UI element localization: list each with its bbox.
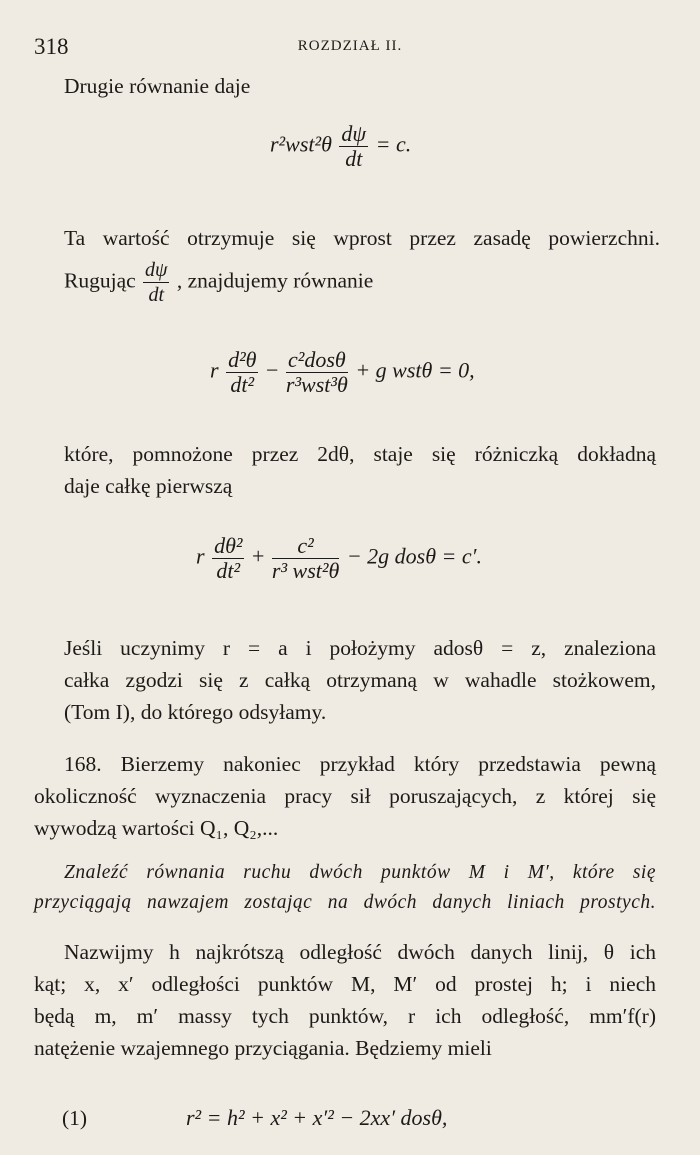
equation-term: − 2g dosθ = c′. <box>346 543 482 569</box>
fraction-numerator: c² <box>272 534 339 559</box>
fraction <box>143 258 169 307</box>
equation-number: (1) <box>62 1106 88 1130</box>
paragraph-text: natężenie wzajemnego przyciągania. Będziemy mieli <box>34 1036 492 1060</box>
fraction-denominator: dt <box>148 284 165 306</box>
paragraph-text: Drugie równanie daje <box>64 74 251 98</box>
paragraph-definitions <box>34 936 656 1064</box>
paragraph-conical-pendulum <box>64 632 656 728</box>
equation-2 <box>210 348 475 397</box>
running-head: ROZDZIAŁ II. <box>297 38 403 54</box>
paragraph-text: Ta wartość otrzymuje się wprost przez zasadę powierzchni. <box>64 226 660 250</box>
fraction-denominator: dt² <box>216 558 241 583</box>
page-header <box>34 34 666 58</box>
fraction-numerator: dψ <box>145 259 168 281</box>
paragraph-text: daje całkę pierwszą <box>64 474 233 498</box>
equation-1 <box>270 122 411 171</box>
paragraph-text: Jeśli uczynimy r = a i położymy adosθ = z, znaleziona <box>64 636 656 660</box>
equation-4 <box>186 1102 447 1134</box>
paragraph-text: okoliczność wyznaczenia pracy sił poruszających, z której się <box>34 784 656 808</box>
fraction <box>226 348 258 397</box>
equation-term: = c. <box>375 131 412 157</box>
paragraph-section-168 <box>34 748 656 844</box>
fraction-numerator: dθ² <box>214 533 243 558</box>
fraction <box>272 534 339 583</box>
paragraph-eliminating <box>64 258 656 307</box>
paragraph-text: całka zgodzi się z całką otrzymaną w wahadle stożkowem, <box>64 668 656 692</box>
paragraph-text: przyciągają nawzajem zostając na dwóch danych liniach prostych. <box>34 892 656 913</box>
fraction-denominator: r³wst³θ <box>285 372 348 397</box>
equation-term: − <box>265 357 279 383</box>
equation-3 <box>196 534 482 583</box>
paragraph-text: 168. Bierzemy nakoniec przykład który przedstawia pewną <box>64 752 656 776</box>
fraction-numerator: dψ <box>341 121 367 146</box>
page-number: 318 <box>34 34 69 59</box>
fraction-denominator: dt <box>345 146 363 171</box>
equation-term: r² = h² + x² + x′² − 2xx′ dosθ, <box>186 1105 448 1130</box>
paragraph-text: , znajdujemy równanie <box>176 268 374 293</box>
paragraph-text: które, pomnożone przez 2dθ, staje się różniczką dokładną <box>64 442 656 466</box>
paragraph-intro <box>64 70 656 102</box>
equation-label <box>62 1102 87 1134</box>
equation-term: r²wst²θ <box>270 131 332 157</box>
fraction <box>212 534 244 583</box>
paragraph-text: wywodzą wartości Q₁, Q₂,... <box>34 816 279 840</box>
paragraph-multiplied <box>64 438 656 502</box>
paragraph-text: Rugując <box>64 268 136 293</box>
equation-term: + g wstθ = 0, <box>355 357 475 383</box>
fraction <box>286 348 348 397</box>
paragraph-text: będą m, m′ massy tych punktów, r ich odległość, mm′f(r) <box>34 1004 656 1028</box>
paragraph-area-principle <box>64 222 660 254</box>
paragraph-text: kąt; x, x′ odległości punktów M, M′ od prostej h; i niech <box>34 972 656 996</box>
problem-statement <box>34 858 656 918</box>
equation-term: + <box>251 543 265 569</box>
equation-term: r <box>196 543 205 569</box>
paragraph-text: Nazwijmy h najkrótszą odległość dwóch danych linij, θ ich <box>64 940 656 964</box>
fraction-numerator: c²dosθ <box>286 348 348 373</box>
fraction-denominator: r³ wst²θ <box>271 558 340 583</box>
fraction <box>339 122 368 171</box>
equation-term: r <box>210 357 219 383</box>
fraction-numerator: d²θ <box>228 347 257 372</box>
fraction-denominator: dt² <box>230 372 255 397</box>
paragraph-text: Znaleźć równania ruchu dwóch punktów M i M′, które się <box>64 862 656 883</box>
paragraph-text: (Tom I), do którego odsyłamy. <box>64 700 327 724</box>
